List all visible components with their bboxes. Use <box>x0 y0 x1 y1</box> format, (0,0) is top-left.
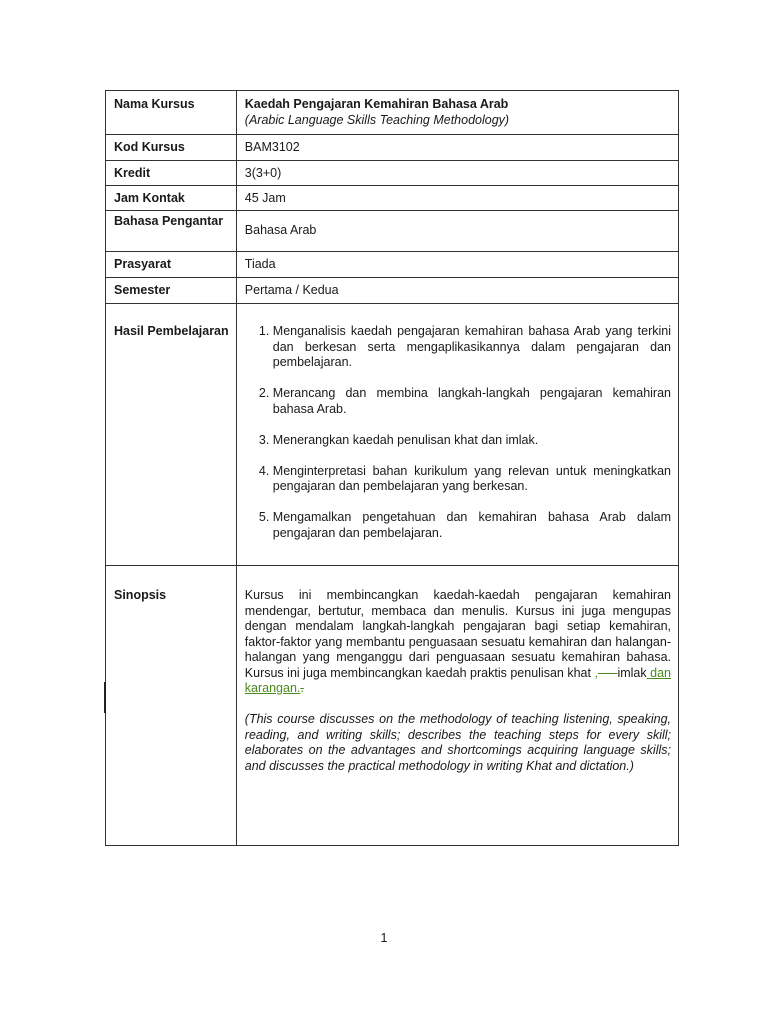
medium-language-label: Bahasa Pengantar <box>106 211 237 252</box>
course-code-label: Kod Kursus <box>106 135 237 161</box>
synopsis-deleted-dash: — <box>597 665 618 680</box>
learning-outcomes-list <box>245 324 671 541</box>
list-item: 4. Menginterpretasi bahan kurikulum yang relevan untuk meningkatkan pengajaran dan pembelajaran yang berkesan. <box>273 464 671 495</box>
synopsis-cell <box>236 566 678 846</box>
prerequisite-value: Tiada <box>236 252 678 278</box>
contact-hours-value: 45 Jam <box>236 186 678 211</box>
table-row <box>106 186 679 211</box>
learning-outcomes-cell <box>236 304 678 566</box>
list-item: 1. Menganalisis kaedah pengajaran kemahiran bahasa Arab yang terkini dan berkesan serta mengaplikasikannya dalam pengajaran dan pembelajaran. <box>273 324 671 371</box>
list-item: 2. Merancang dan membina langkah-langkah pengajaran kemahiran bahasa Arab. <box>273 386 671 417</box>
synopsis-inserted-comma: , <box>594 665 598 680</box>
contact-hours-label: Jam Kontak <box>106 186 237 211</box>
credit-value: 3(3+0) <box>236 161 678 186</box>
semester-label: Semester <box>106 278 237 304</box>
course-code-value: BAM3102 <box>236 135 678 161</box>
course-info-table <box>105 90 679 846</box>
prerequisite-label: Prasyarat <box>106 252 237 278</box>
table-row <box>106 91 679 135</box>
synopsis-deleted-period: . <box>300 681 304 695</box>
medium-language-value: Bahasa Arab <box>236 211 678 252</box>
synopsis-label: Sinopsis <box>106 566 237 846</box>
semester-value: Pertama / Kedua <box>236 278 678 304</box>
revision-change-bar <box>104 682 106 713</box>
table-row <box>106 211 679 252</box>
synopsis-text <box>245 588 671 697</box>
table-row <box>106 566 679 846</box>
table-row <box>106 278 679 304</box>
table-row <box>106 161 679 186</box>
course-name-cell <box>236 91 678 135</box>
course-name-label: Nama Kursus <box>106 91 237 135</box>
list-item: 5. Mengamalkan pengetahuan dan kemahiran bahasa Arab dalam pengajaran dan pembelajaran. <box>273 510 671 541</box>
credit-label: Kredit <box>106 161 237 186</box>
learning-outcomes-label: Hasil Pembelajaran <box>106 304 237 566</box>
synopsis-inserted-tail: dan karangan. <box>244 665 671 695</box>
list-item: 3. Menerangkan kaedah penulisan khat dan imlak. <box>273 433 671 449</box>
synopsis-english: (This course discusses on the methodology of teaching listening, speaking, reading, and writing skills; describes the teaching steps for every skill; elaborates on the advantages and shortcomings acquiring language skills; and discusses the practical methodology in writing Khat and dictation.) <box>244 712 671 773</box>
page-number: 1 <box>380 931 388 945</box>
synopsis-main: Kursus ini membincangkan kaedah-kaedah pengajaran kemahiran mendengar, bertutur, membaca dan menulis. Kursus ini juga mengupas dengan mendalam langkah-langkah pengajaran bagi setiap kemahiran, faktor-faktor yang membantu penguasaan sesuatu kemahiran dan halangan-halangan yang menganggu dari penguasaan sesuatu kemahiran bahasa. Kursus ini juga membincangkan kaedah praktis penulisan khat <box>244 588 671 680</box>
course-name-english: (Arabic Language Skills Teaching Methodology) <box>244 112 510 127</box>
course-name-value: Kaedah Pengajaran Kemahiran Bahasa Arab <box>244 97 509 111</box>
table-row <box>106 304 679 566</box>
synopsis-imlak: imlak <box>617 665 647 680</box>
table-row <box>106 135 679 161</box>
table-row <box>106 252 679 278</box>
